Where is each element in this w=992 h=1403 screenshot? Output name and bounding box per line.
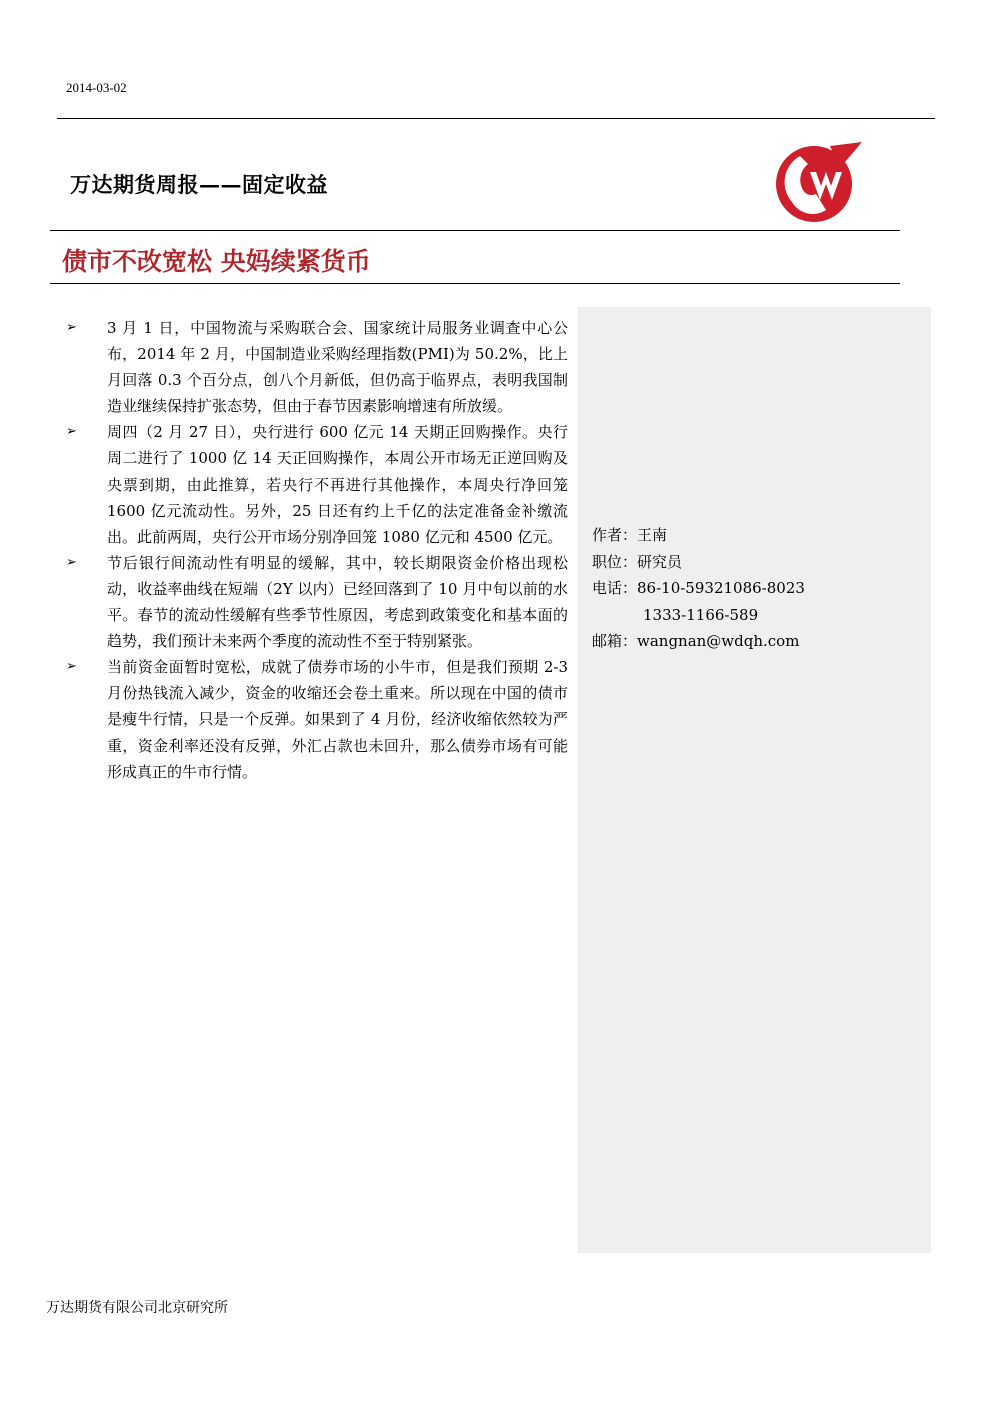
author-title: 职位：研究员 bbox=[592, 552, 683, 571]
author-mobile: 1333-1166-589 bbox=[643, 605, 759, 624]
wanda-futures-logo-icon bbox=[770, 138, 866, 228]
report-body bbox=[66, 315, 568, 785]
title-divider-top bbox=[50, 230, 900, 231]
bullet-item bbox=[66, 550, 568, 654]
arrow-bullet-icon: ➢ bbox=[66, 554, 77, 570]
report-date: 2014-03-02 bbox=[66, 80, 127, 95]
arrow-bullet-icon: ➢ bbox=[66, 659, 77, 675]
author-email: 邮箱：wangnan@wdqh.com bbox=[592, 632, 800, 650]
report-name: 万达期货周报——固定收益 bbox=[70, 172, 328, 197]
footer-company: 万达期货有限公司北京研究所 bbox=[46, 1300, 228, 1316]
bullet-text: 3 月 1 日，中国物流与采购联合会、国家统计局服务业调查中心公布，2014 年 2 月，中国制造业采购经理指数(PMI)为 50.2%，比上月回落 0.3 个百分点，创八个月新低，但仍高于临界点，表明我国制造业继续保持扩张态势，但由于春节因素影响增速有所放缓。 bbox=[107, 319, 568, 416]
author-name: 作者：王南 bbox=[592, 526, 668, 544]
arrow-bullet-icon: ➢ bbox=[66, 424, 77, 440]
top-divider bbox=[57, 118, 935, 119]
headline: 债市不改宽松 央妈续紧货币 bbox=[62, 247, 371, 276]
bullet-text: 当前资金面暂时宽松，成就了债券市场的小牛市，但是我们预期 2-3 月份热钱流入减少，资金的收缩还会卷土重来。所以现在中国的债市是瘦牛行情，只是一个反弹。如果到了 4 月份，经济收缩依然较为严重，资金利率还没有反弹，外汇占款也未回升，那么债券市场有可能形成真正的牛市行情。 bbox=[107, 658, 568, 781]
bullet-text: 节后银行间流动性有明显的缓解，其中，较长期限资金价格出现松动，收益率曲线在短端（2Y 以内）已经回落到了 10 月中旬以前的水平。春节的流动性缓解有些季节性原因，考虑到政策变化和基本面的趋势，我们预计未来两个季度的流动性不至于特别紧张。 bbox=[107, 553, 568, 651]
bullet-item bbox=[66, 419, 568, 549]
bullet-text: 周四（2 月 27 日），央行进行 600 亿元 14 天期正回购操作。央行周二进行了 1000 亿 14 天正回购操作，本周公开市场无正逆回购及央票到期，由此推算，若央行不再进行其他操作，本周央行净回笼 1600 亿元流动性。另外，25 日还有约上千亿的法定准备金补缴流出。此前两周，央行公开市场分别净回笼 1080 亿元和 4500 亿元。 bbox=[107, 423, 568, 546]
sidebar-panel bbox=[578, 307, 931, 1253]
author-phone: 电话：86-10-59321086-8023 bbox=[592, 579, 805, 597]
author-info bbox=[592, 522, 805, 655]
arrow-bullet-icon: ➢ bbox=[66, 320, 77, 335]
title-divider-bottom bbox=[50, 283, 900, 284]
bullet-item bbox=[66, 654, 568, 784]
bullet-item bbox=[66, 315, 568, 419]
